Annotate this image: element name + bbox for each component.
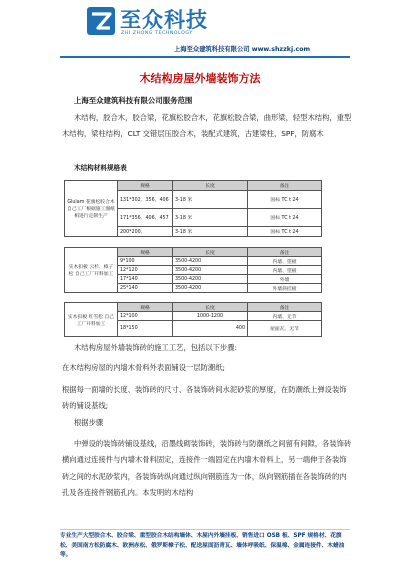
logo-english-name: ZHI ZHONG TECHNOLOGY: [121, 31, 193, 36]
services-paragraph: 木结构，胶合木，胶合梁，花旗松胶合木，花旗松胶合梁，曲形梁，轻型木结构，重型木结构，梁柱结构，CLT 交错层压胶合木，装配式建筑，古建梁柱，SPF，防腐木: [62, 113, 352, 138]
table-cell: 3-18 米: [173, 227, 248, 237]
table-cell: 3500-4200: [173, 257, 248, 266]
table-cell: 131*302、356、406: [118, 191, 173, 209]
body-paragraph: 在木结构房屋的内墙木骨料外表面铺设一层防潮纸;: [62, 363, 225, 372]
table-cell: 12*100: [118, 312, 173, 321]
table-cell: 外墙斜挂板: [248, 284, 322, 293]
table-header: 长度: [173, 181, 248, 191]
spec-table-glulam: [64, 180, 322, 237]
table-header: 规格: [118, 248, 173, 257]
table-cell: 12*120: [118, 266, 173, 275]
table-header: 规格: [118, 181, 173, 191]
table-cell: 3-18 米: [173, 191, 248, 209]
page-title: 木结构房屋外墙装饰方法: [139, 72, 261, 85]
table-cell: 18*150: [118, 321, 173, 337]
table-header: 备注: [248, 248, 322, 257]
table-cell: 171*356、406、457: [118, 209, 173, 227]
spec-table-spruce: [64, 247, 322, 293]
table-cell: 3-18 米: [173, 209, 248, 227]
table-cell: 9*100: [118, 257, 173, 266]
table-cell: 400: [173, 321, 248, 337]
section-title: 上海至众建筑科技有限公司服务范围: [74, 96, 193, 105]
table-header: 长度: [173, 303, 248, 312]
body-paragraph: 木结构房屋外墙装饰砖的施工工艺，包括以下步骤:: [74, 343, 237, 352]
table-cell: 外墙: [248, 275, 322, 284]
table-header: 规格: [118, 303, 173, 312]
table-cell: 国标 TC t 24: [248, 209, 322, 227]
table-cell: 国标 TC t 24: [248, 191, 322, 209]
table-header: 长度: [173, 248, 248, 257]
table-cell: 1000-1200: [173, 312, 248, 321]
company-name-website: 上海至众建筑科技有限公司 www.shzzkj.com: [174, 46, 311, 53]
footer-divider: [60, 529, 350, 530]
table-cell: 17*140: [118, 275, 173, 284]
table-header: 备注: [248, 303, 322, 312]
table-cell: 内墙、无节: [248, 312, 322, 321]
table-cell: 200*200、: [118, 227, 173, 237]
table-cell: 国标 TC t 24: [248, 227, 322, 237]
footer-text: 专业生产大型胶合木、胶合梁、重型胶合木结构墙体、木屋内外墙挂板、销售进口 OSB 板、SPF 规格材、花旗松、美国南方松防腐木、欧洲赤松、俄罗斯樟子松、配送屋面沥青瓦、墙体呼吸纸、保温棉、金属连接件、木蜡油等。: [60, 533, 345, 558]
body-paragraph: 根据步骤: [74, 418, 104, 427]
table-cell: 25*140: [118, 284, 173, 293]
table-cell: 内墙、望板: [248, 257, 322, 266]
header: [0, 0, 400, 52]
header-divider: [60, 56, 350, 58]
table-cell: 3500-4200: [173, 275, 248, 284]
company-logo: [86, 6, 116, 36]
body-paragraph: 中弹设的装饰砖铺设基线，沿墨线砌装饰砖，装饰砖与防潮纸之间留有间隙，各装饰砖横向通过连接件与内墙木骨料固定，连接件一端固定在内墙木骨料上，另一端伸于各装饰砖之间的水泥砂浆内，各装饰砖纵向通过纵向钢筋连为一体，纵向钢筋插在各装饰砖的内孔及各连接件钢筋孔内。本发明的木结构: [62, 439, 352, 498]
table-title: 木结构材料规格表: [74, 164, 127, 172]
spec-table-red-cedar: [64, 302, 322, 337]
table-side-label: 实木扣板 红雪松 自己工厂开料加工: [65, 303, 118, 337]
table-header: 备注: [248, 181, 322, 191]
logo-mark-icon: [86, 6, 116, 36]
table-side-label: 实木扣板 云杉、樟子松 自己工厂开料加工: [65, 248, 118, 293]
logo-chinese-name: 至众科技: [120, 8, 208, 32]
table-cell: 3500-4200: [173, 266, 248, 275]
body-paragraph: 根据每一面墙的长度、装饰砖的尺寸、各装饰砖间水泥砂浆的厚度，在防潮纸上弹设装饰砖的铺设基线;: [62, 385, 347, 411]
table-cell: 内墙、望板: [248, 266, 322, 275]
table-cell: 3500-4200: [173, 284, 248, 293]
table-cell: 屋面瓦、无节: [248, 321, 322, 337]
table-side-label: Glulam 花旗松胶合木 自己工厂根据施工图纸相进行定制生产: [65, 181, 118, 237]
